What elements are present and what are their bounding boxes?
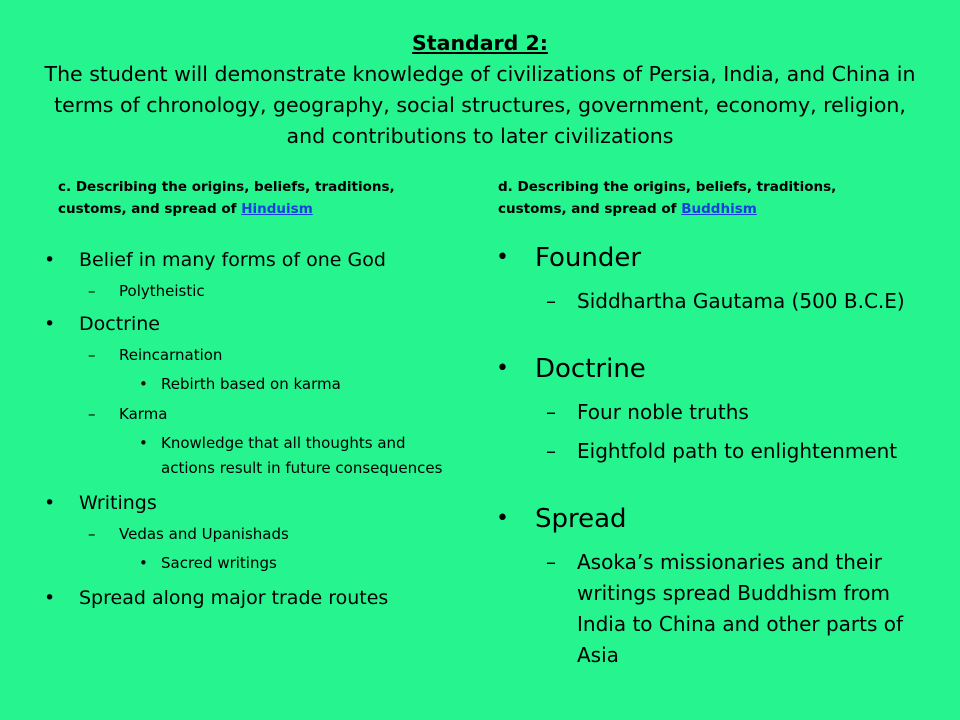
list-item: • Knowledge that all thoughts and actions result in future consequences <box>44 431 464 481</box>
dash-icon: – <box>88 525 96 543</box>
hinduism-subheading <box>58 176 458 220</box>
list-item: – Polytheistic <box>88 282 205 300</box>
dash-icon: – <box>546 439 556 463</box>
dash-icon: – <box>546 289 556 313</box>
buddhism-subheading-text: d. Describing the origins, beliefs, traditions, customs, and spread of <box>498 179 837 217</box>
list-item: – Reincarnation <box>88 346 223 364</box>
dash-icon: – <box>546 550 556 574</box>
bullet-icon: • <box>44 249 56 271</box>
bullet-icon: • <box>44 492 56 514</box>
bullet-icon: • <box>496 356 509 381</box>
list-item: • Spread <box>496 499 936 539</box>
bullet-icon: • <box>496 245 509 270</box>
list-item: – Vedas and Upanishads <box>88 525 289 543</box>
list-item: • Doctrine <box>44 310 464 338</box>
list-item: • Sacred writings <box>44 551 464 576</box>
hinduism-link[interactable]: Hinduism <box>241 201 313 217</box>
list-item: – Karma <box>88 405 168 423</box>
bullet-icon: • <box>44 313 56 335</box>
list-item: • Writings <box>44 489 464 517</box>
list-item: – Eightfold path to enlightenment <box>496 436 936 467</box>
buddhism-list <box>496 238 936 671</box>
standard-description: The student will demonstrate knowledge of civilizations of Persia, India, and China in terms of chronology, geography, social structures, government, economy, religion, and contributions to later civilizations <box>44 62 916 148</box>
list-item: • Founder <box>496 238 936 278</box>
hinduism-list <box>44 246 464 612</box>
bullet-icon: • <box>139 554 148 572</box>
dash-icon: – <box>88 346 96 364</box>
list-item: – Asoka’s missionaries and their writings spread Buddhism from India to China and other parts of Asia <box>496 547 936 671</box>
list-item: • Spread along major trade routes <box>44 584 464 612</box>
buddhism-link[interactable]: Buddhism <box>681 201 757 217</box>
list-item: – Siddhartha Gautama (500 B.C.E) <box>496 286 936 317</box>
buddhism-subheading <box>498 176 898 220</box>
list-item: • Doctrine <box>496 349 936 389</box>
list-item: – Four noble truths <box>496 397 936 428</box>
bullet-icon: • <box>496 506 509 531</box>
list-item: • Belief in many forms of one God <box>44 246 464 274</box>
bullet-icon: • <box>44 587 56 609</box>
dash-icon: – <box>546 400 556 424</box>
slide-header <box>40 28 920 152</box>
bullet-icon: • <box>139 434 148 452</box>
bullet-icon: • <box>139 375 148 393</box>
dash-icon: – <box>88 405 96 423</box>
list-item: • Rebirth based on karma <box>44 372 464 397</box>
standard-title: Standard 2: <box>412 31 548 55</box>
dash-icon: – <box>88 282 96 300</box>
hinduism-subheading-text: c. Describing the origins, beliefs, traditions, customs, and spread of <box>58 179 395 217</box>
